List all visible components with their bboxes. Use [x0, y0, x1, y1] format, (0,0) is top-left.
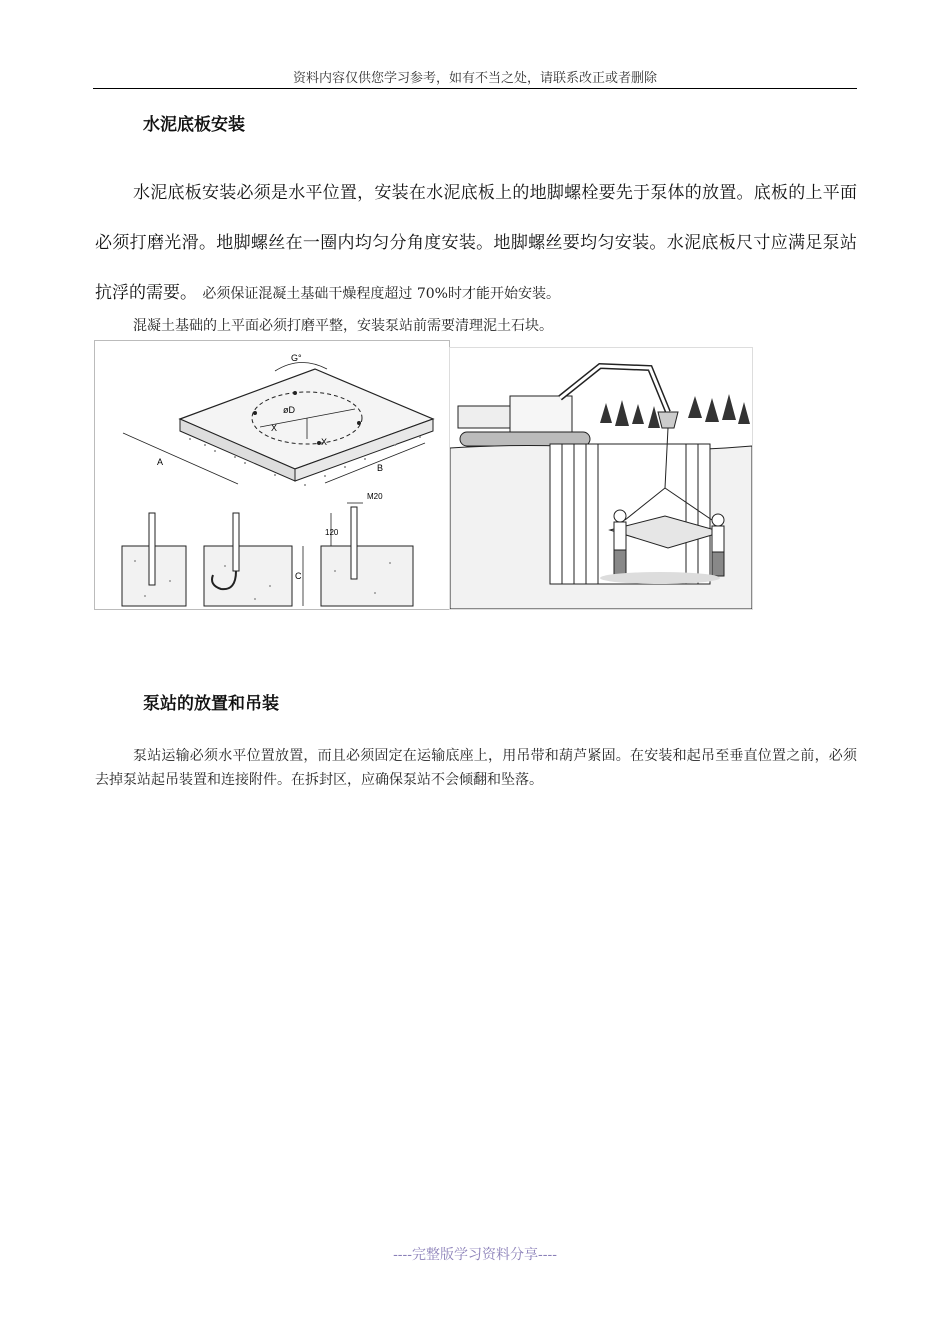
excavator-installation-illustration: [449, 347, 753, 610]
label-d: øD: [283, 405, 295, 415]
page-header: 资料内容仅供您学习参考，如有不当之处，请联系改正或者删除: [93, 70, 857, 89]
base-plate-diagram: [94, 340, 450, 610]
label-g: G°: [291, 353, 302, 363]
label-m20: M20: [367, 492, 383, 501]
paragraph-main-text: 水泥底板安装必须是水平位置，安装在水泥底板上的地脚螺栓要先于泵体的放置。底板的上平面必须打磨光滑。地脚螺丝在一圈内均匀分角度安装。地脚螺丝要均匀安装。水泥底板尺寸应满足泵站抗浮的需要。: [95, 183, 857, 303]
paragraph-pump-placement: 泵站运输必须水平位置放置，而且必须固定在运输底座上，用吊带和葫芦紧固。在安装和起吊至垂直位置之前，必须去掉泵站起吊装置和连接附件。在拆封区，应确保泵站不会倾翻和坠落。: [95, 748, 857, 788]
paragraph-dryness-note: 必须保证混凝土基础干燥程度超过 70%时才能开始安装。: [202, 286, 560, 302]
paragraph-concrete-surface: 混凝土基础的上平面必须打磨平整，安装泵站前需要清理泥土石块。: [133, 318, 553, 334]
label-x2: X: [321, 437, 328, 447]
page-footer: ----完整版学习资料分享----: [393, 1247, 557, 1263]
label-x1: X: [271, 423, 278, 433]
label-b: B: [377, 463, 384, 473]
label-c: C: [295, 571, 302, 581]
label-a: A: [157, 457, 164, 467]
section-title-pump-placement: 泵站的放置和吊装: [143, 694, 279, 714]
label-120: 120: [325, 528, 339, 537]
section-title-cement-base: 水泥底板安装: [143, 115, 245, 135]
paragraph-cement-base: [95, 168, 857, 319]
